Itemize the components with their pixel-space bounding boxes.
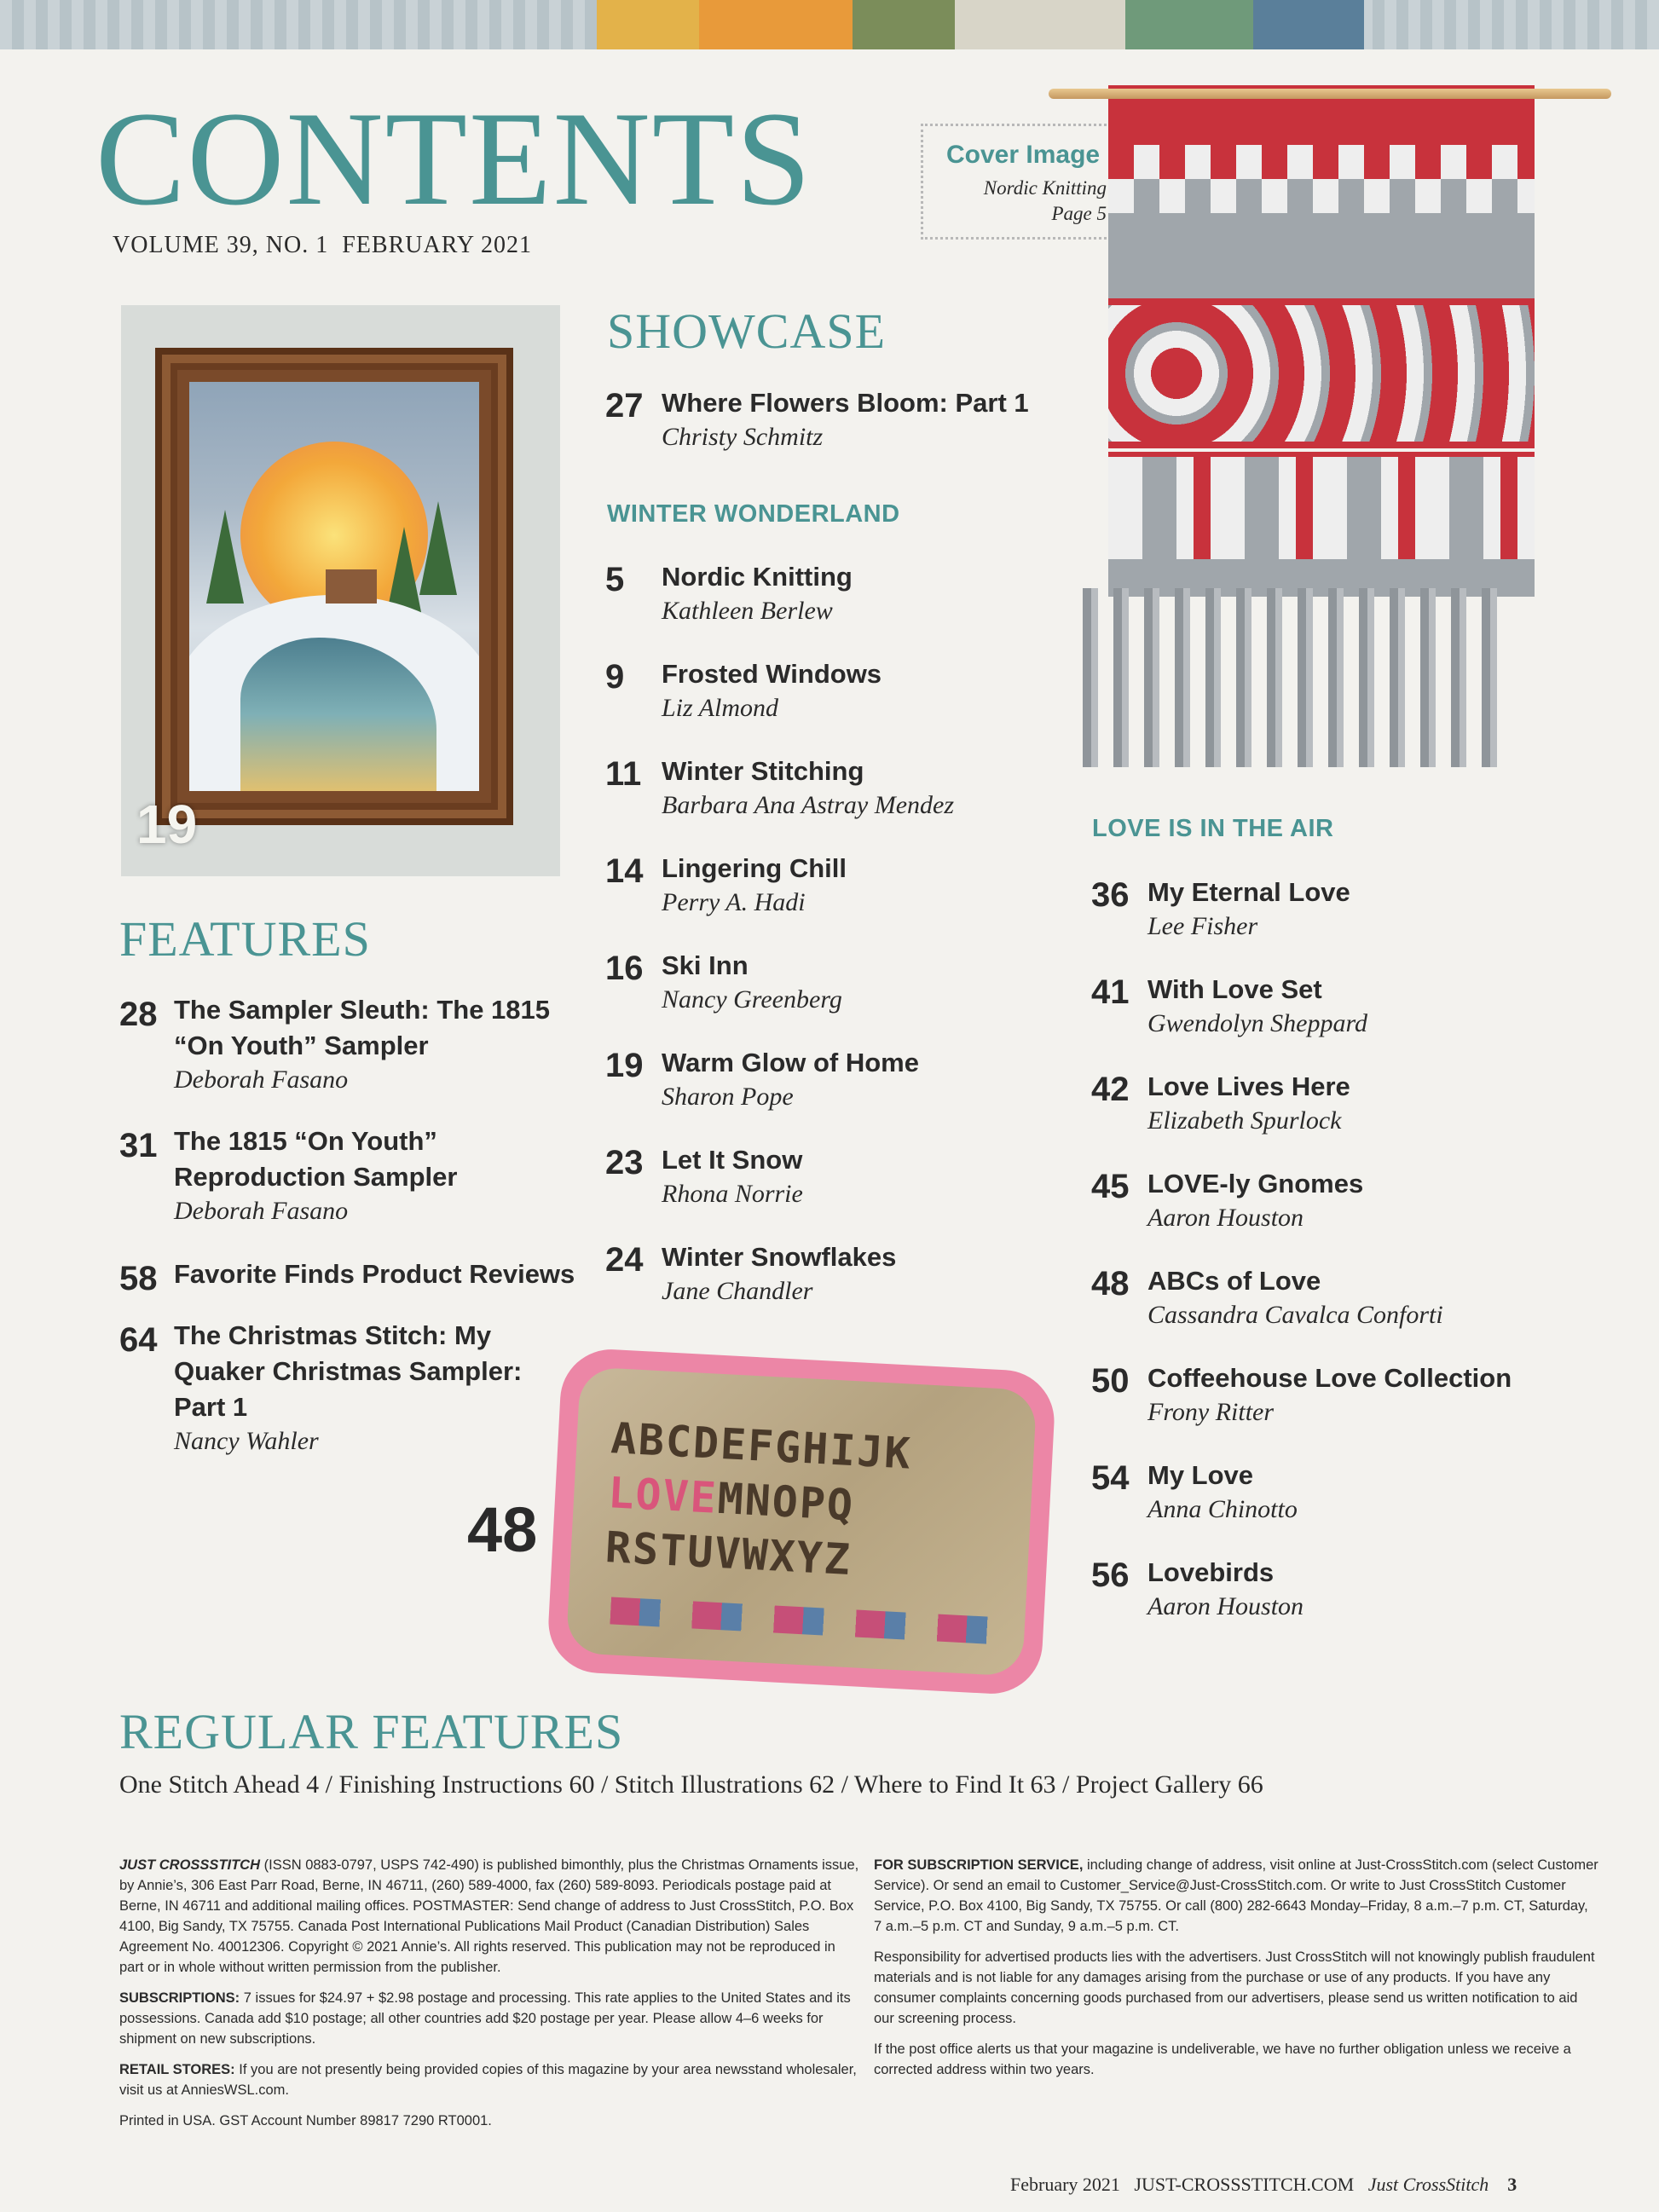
- subscriptions-text: 7 issues for $24.97 + $2.98 postage and processing. This rate applies to the United States and its possessions. Canada add $10 postage; all other countries add $20 postage per year. Please allow 4–6 weeks for shipment on new subscriptions.: [119, 1990, 851, 2047]
- list-item[interactable]: [605, 559, 1083, 636]
- list-item[interactable]: [1091, 1555, 1620, 1632]
- article-title: Winter Stitching: [662, 756, 864, 786]
- printed-statement: Printed in USA. GST Account Number 89817 7290 RT0001.: [119, 2113, 492, 2128]
- page-number: 23: [605, 1144, 644, 1181]
- photo-page-number: 19: [136, 794, 198, 855]
- advertiser-statement: Responsibility for advertised products lies with the advertisers. Just CrossStitch will not knowingly publish fraudulent materials and is not liable for any damages arising from the purchase or use of any products. If you have any consumer complaints concerning goods purchased from our advertisers, please send us written notification to aid our screening process.: [874, 1949, 1595, 2026]
- footer-page-number: 3: [1507, 2174, 1517, 2195]
- volume-number: VOLUME 39, NO. 1: [113, 232, 329, 258]
- hanging-rod: [1049, 89, 1611, 99]
- article-title: ABCs of Love: [1147, 1266, 1321, 1296]
- list-item[interactable]: [1091, 875, 1620, 951]
- pillow-pink-trim: [546, 1347, 1056, 1696]
- list-item[interactable]: [605, 1045, 1083, 1122]
- article-title: My Love: [1147, 1460, 1254, 1490]
- pillow-heart-border: [610, 1597, 1003, 1644]
- article-title-line: The Sampler Sleuth: The 1815: [174, 995, 551, 1025]
- retail-text: If you are not presently being provided copies of this magazine by your area newsstand wholesaler, visit us at AnniesWSL.com.: [119, 2062, 857, 2098]
- publisher-statement: [119, 1855, 861, 1978]
- article-author: Kathleen Berlew: [662, 597, 833, 625]
- subscription-service-text: including change of address, visit online at Just-CrossStitch.com (select Customer Service). Or send an email to Customer_Service@Just-CrossStitch.com. Or write to Just CrossStitch Customer Service, P.O. Box 4100, Big Sandy, TX 75755. Or call (800) 282-6643 Monday–Friday, 8 a.m.–7 p.m. CT, Saturday, 7 a.m.–5 p.m. CT and Sunday, 9 a.m.–5 p.m. CT.: [874, 1857, 1598, 1934]
- list-item[interactable]: [605, 1142, 1083, 1219]
- subscription-service-statement: [874, 1855, 1598, 1937]
- article-author: Elizabeth Spurlock: [1147, 1106, 1342, 1135]
- article-title: Frosted Windows: [662, 659, 882, 689]
- post-office-statement: If the post office alerts us that your magazine is undeliverable, we have no further obligation unless we receive a corrected address within two years.: [874, 2042, 1571, 2077]
- article-author: Christy Schmitz: [662, 423, 824, 451]
- snowflake-band: [1108, 452, 1535, 564]
- page-footer: [1010, 2174, 1517, 2196]
- cabin-shape: [326, 569, 377, 604]
- feature-item[interactable]: [119, 1123, 580, 1234]
- article-title-line: Part 1: [174, 1392, 248, 1422]
- subscription-service-label: FOR SUBSCRIPTION SERVICE,: [874, 1857, 1084, 1873]
- tassel-fringe: [1083, 588, 1509, 767]
- list-item[interactable]: [1091, 1458, 1620, 1534]
- regular-features-heading: REGULAR FEATURES: [119, 1704, 624, 1759]
- article-author: Rhona Norrie: [662, 1180, 803, 1208]
- article-title: With Love Set: [1147, 974, 1322, 1004]
- article-author: Aaron Houston: [1147, 1592, 1304, 1620]
- gray-band: [1108, 213, 1535, 298]
- page-number: 11: [605, 755, 642, 793]
- article-author: Barbara Ana Astray Mendez: [662, 791, 955, 819]
- article-title: Lingering Chill: [662, 853, 847, 883]
- feature-item[interactable]: [119, 992, 580, 1103]
- article-title: [174, 992, 550, 1064]
- article-title: Winter Snowflakes: [662, 1242, 897, 1272]
- article-title: Warm Glow of Home: [662, 1048, 919, 1077]
- subscriptions-label: SUBSCRIPTIONS:: [119, 1990, 240, 2006]
- article-author: Lee Fisher: [1147, 912, 1258, 940]
- article-author: Nancy Greenberg: [662, 985, 842, 1014]
- article-author: Deborah Fasano: [174, 1197, 349, 1225]
- sunset-stitch-image: [189, 382, 479, 791]
- page-number: 50: [1091, 1362, 1130, 1400]
- showcase-heading: SHOWCASE: [607, 303, 887, 359]
- article-title-line: “On Youth” Sampler: [174, 1031, 429, 1060]
- article-author: Sharon Pope: [662, 1083, 794, 1111]
- brand-name: JUST CROSSSTITCH: [119, 1857, 261, 1873]
- page-number: 9: [605, 658, 625, 696]
- article-title: Favorite Finds Product Reviews: [174, 1259, 575, 1289]
- list-item[interactable]: [605, 948, 1083, 1025]
- page-number: 56: [1091, 1556, 1130, 1594]
- page-number: 24: [605, 1241, 644, 1279]
- cover-image-label: Cover Image: [946, 141, 1101, 169]
- top-crossstitch-band: [0, 0, 1659, 49]
- article-title-line: The Christmas Stitch: My: [174, 1320, 492, 1350]
- list-item[interactable]: [605, 754, 1083, 830]
- features-heading: FEATURES: [119, 911, 371, 967]
- pillow-row-3: RSTUVWXYZ: [604, 1522, 853, 1585]
- tree-shape: [419, 501, 457, 595]
- hanging-cloth: [1108, 85, 1535, 597]
- article-title: Let It Snow: [662, 1145, 803, 1175]
- article-title: Nordic Knitting: [662, 562, 853, 592]
- page-number: 41: [1091, 973, 1130, 1011]
- publication-info-left: [119, 1855, 861, 2141]
- wood-frame: [155, 348, 513, 825]
- article-title: Where Flowers Bloom: Part 1: [662, 388, 1029, 418]
- winter-wonderland-heading: WINTER WONDERLAND: [607, 500, 900, 528]
- page-number: 19: [605, 1047, 644, 1084]
- article-title: [174, 1123, 457, 1195]
- page-number: 36: [1091, 876, 1130, 914]
- regular-features-list[interactable]: One Stitch Ahead 4 / Finishing Instructions 60 / Stitch Illustrations 62 / Where to Find It 63 / Project Gallery 66: [119, 1770, 1263, 1799]
- winter-list: [605, 559, 1083, 1326]
- list-item[interactable]: [605, 1239, 1083, 1316]
- issue-date: FEBRUARY 2021: [342, 232, 532, 258]
- list-item[interactable]: [1091, 1263, 1620, 1340]
- article-title-line: Quaker Christmas Sampler:: [174, 1356, 523, 1386]
- page-number: 16: [605, 950, 644, 987]
- page-number: 5: [605, 561, 625, 598]
- article-author: Anna Chinotto: [1147, 1495, 1298, 1523]
- love-list: [1091, 875, 1620, 1642]
- page-number: 28: [119, 996, 158, 1033]
- article-title-line: Reproduction Sampler: [174, 1162, 458, 1192]
- pillow-row-1: ABCDEFGHIJK: [610, 1413, 913, 1479]
- pillow-page-number: 48: [467, 1494, 538, 1565]
- tree-shape: [206, 510, 244, 604]
- feature-item[interactable]: [119, 1256, 580, 1299]
- footer-magazine: Just CrossStitch: [1367, 2174, 1489, 2195]
- retail-statement: [119, 2059, 861, 2100]
- star-band: [1108, 298, 1535, 448]
- article-author: Nancy Wahler: [174, 1427, 319, 1455]
- footer-date: February 2021: [1010, 2174, 1120, 2195]
- page-number: 27: [605, 387, 644, 424]
- pillow-row-2-rest: MNOPQ: [716, 1473, 856, 1531]
- subscriptions-statement: [119, 1988, 861, 2049]
- article-author: Deborah Fasano: [174, 1066, 349, 1094]
- article-author: Frony Ritter: [1147, 1398, 1275, 1426]
- list-item[interactable]: [1091, 1166, 1620, 1243]
- article-author: Aaron Houston: [1147, 1204, 1304, 1232]
- page-number: 64: [119, 1321, 158, 1359]
- footer-site[interactable]: JUST-CROSSSTITCH.COM: [1134, 2174, 1355, 2195]
- page-number: 45: [1091, 1168, 1130, 1205]
- diamond-band: [1108, 145, 1535, 179]
- showcase-lead-entry[interactable]: [605, 385, 1083, 462]
- page-number: 54: [1091, 1459, 1130, 1497]
- article-author: Gwendolyn Sheppard: [1147, 1009, 1368, 1037]
- page-title: CONTENTS: [95, 84, 813, 234]
- pillow-linen: [566, 1366, 1038, 1677]
- publication-info-right: [874, 1855, 1598, 2090]
- pillow-alphabet: [604, 1411, 1012, 1595]
- article-author: Jane Chandler: [662, 1277, 813, 1305]
- love-heading: LOVE IS IN THE AIR: [1092, 815, 1334, 842]
- page-number: 42: [1091, 1071, 1130, 1108]
- list-item[interactable]: [1091, 1360, 1620, 1437]
- article-title: LOVE-ly Gnomes: [1147, 1169, 1364, 1198]
- article-author: Liz Almond: [662, 694, 778, 722]
- nordic-wall-hanging: [1049, 85, 1611, 767]
- article-title: Lovebirds: [1147, 1557, 1275, 1587]
- cover-page: Page 5: [1051, 203, 1107, 224]
- feature-item[interactable]: [119, 1318, 580, 1463]
- article-title: My Eternal Love: [1147, 877, 1350, 907]
- framed-sunset-photo: [121, 305, 560, 876]
- retail-label: RETAIL STORES:: [119, 2062, 235, 2077]
- page-number: 58: [119, 1260, 158, 1297]
- page-number: 31: [119, 1127, 158, 1164]
- article-title: [174, 1318, 522, 1425]
- article-title: Coffeehouse Love Collection: [1147, 1363, 1512, 1393]
- page-number: 48: [1091, 1265, 1130, 1302]
- article-author: Perry A. Hadi: [662, 888, 806, 916]
- list-item[interactable]: [605, 851, 1083, 927]
- article-title-line: The 1815 “On Youth”: [174, 1126, 437, 1156]
- abc-love-pillow: [554, 1360, 1049, 1684]
- page-number: 14: [605, 852, 644, 890]
- pillow-love-word: LOVE: [606, 1468, 720, 1523]
- diamond-band-gray: [1108, 179, 1535, 213]
- cover-project: Nordic Knitting: [983, 177, 1107, 199]
- article-title: Love Lives Here: [1147, 1071, 1350, 1101]
- issue-info: [113, 232, 532, 259]
- article-title: Ski Inn: [662, 950, 749, 980]
- list-item[interactable]: [1091, 1069, 1620, 1146]
- publisher-text: (ISSN 0883-0797, USPS 742-490) is published bimonthly, plus the Christmas Ornaments issue, by Annie’s, 306 East Parr Road, Berne, IN 46711, (260) 589-4000, fax (260) 589-8093. Periodicals postage paid at Berne, IN 46711 and additional mailing offices. POSTMASTER: Send change of address to Just CrossStitch, P.O. Box 4100, Big Sandy, TX 75755. Canada Post International Publications Mail Product (Canadian Distribution) Sales Agreement No. 40012306. Copyright © 2021 Annie’s. All rights reserved. This publication may not be reproduced in part or in whole without written permission from the publisher.: [119, 1857, 859, 1975]
- list-item[interactable]: [605, 656, 1083, 733]
- list-item[interactable]: [1091, 972, 1620, 1048]
- article-author: Cassandra Cavalca Conforti: [1147, 1301, 1443, 1329]
